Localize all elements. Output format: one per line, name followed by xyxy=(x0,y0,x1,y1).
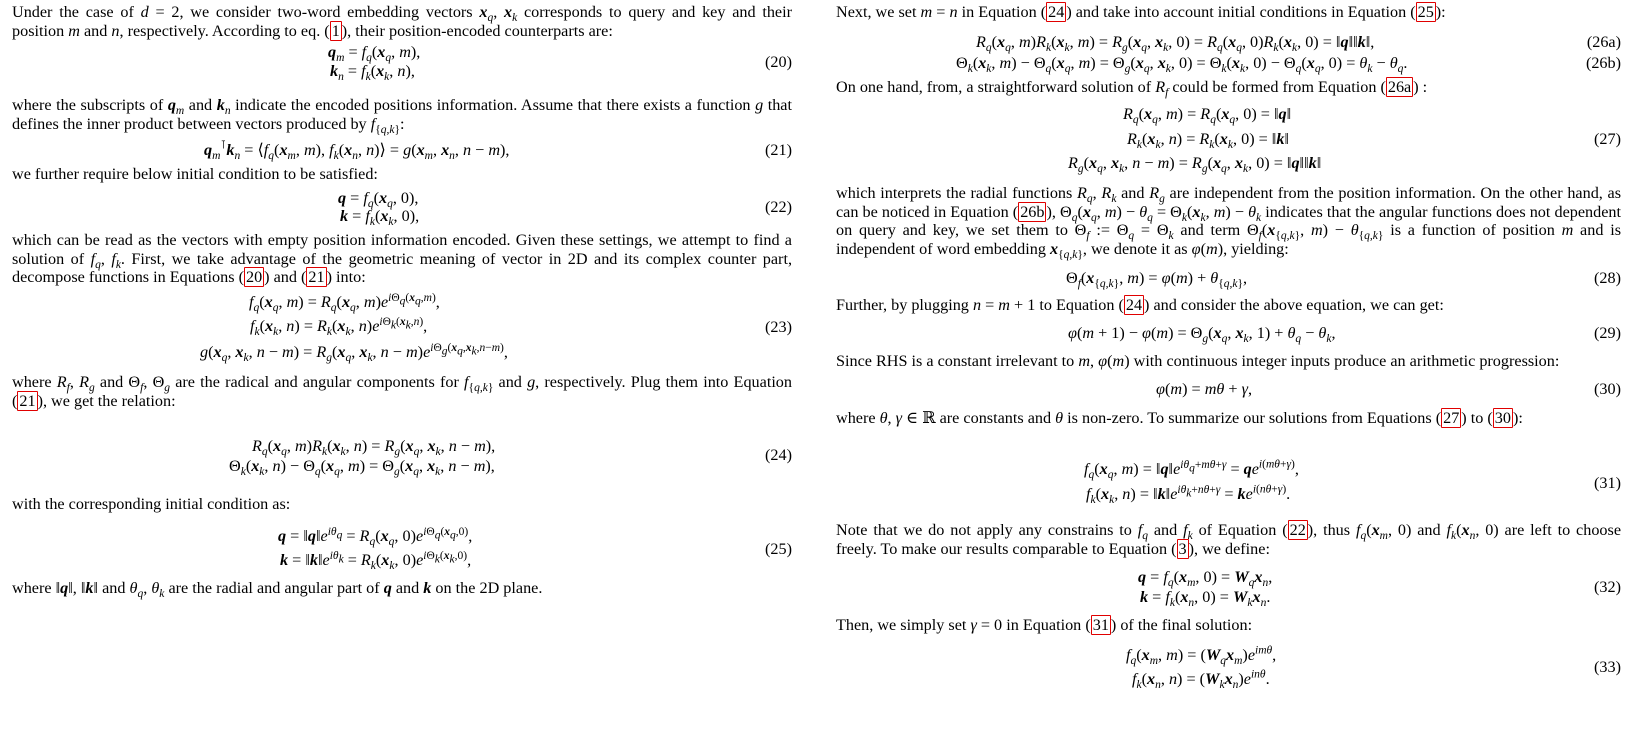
equation-link[interactable]: 3 xyxy=(1178,539,1187,558)
equation-number: (30) xyxy=(1594,380,1621,398)
equation-number: (31) xyxy=(1594,474,1621,492)
paragraph: Next, we set m = n in Equation ( 24 ) and take into account initial conditions in Equation ( 25 ): xyxy=(836,3,1446,21)
equation-line: $R_k(x_k$, $n) = R_k(x_k$, 0) = ‖k‖ xyxy=(1127,130,1289,152)
equation-number: (20) xyxy=(765,53,792,71)
equation-27 xyxy=(836,96,1621,184)
equation-number: (22) xyxy=(765,198,792,216)
equation-line: $q = ‖q‖e^{i\theta_q} = R_q(x_q$, $0)e^{i\Theta_q(x_q,0)}$, xyxy=(278,525,473,549)
equation-number: (28) xyxy=(1594,269,1621,287)
equation-line: φ(m) = mθ + γ, xyxy=(1156,380,1253,398)
equation-line: $f_k(x_k$, $n) = R_k(x_k$, $n)e^{i\Theta_k(x_k,n)}$, xyxy=(250,315,428,339)
paragraph: Then, we simply set γ = 0 in Equation ( 31 ) of the final solution: xyxy=(836,616,1253,634)
equation-24 xyxy=(12,411,792,495)
equation-number: (29) xyxy=(1594,324,1621,342)
equation-line: $R_g(x_q$, $x_k$, $n - m) = R_g(x_q$, $x_k$, 0) = ‖q‖‖k‖ xyxy=(1068,154,1322,176)
equation-link[interactable]: 20 xyxy=(245,268,263,286)
equation-20 xyxy=(12,40,792,96)
equation-line: $\varphi(m + 1) - \varphi(m) = \Theta_g(x_q$, $x_k$, $1) + \theta_q - \theta_k$, xyxy=(1068,324,1336,346)
equation-number: (26b) xyxy=(1585,54,1621,72)
equation-link[interactable]: 26a xyxy=(1387,78,1412,96)
equation-21 xyxy=(12,134,792,165)
equation-number: (32) xyxy=(1594,578,1621,596)
citation-link[interactable]: 1 xyxy=(331,21,340,40)
equation-line: $k = ‖k‖e^{i\theta_k} = R_k(x_k$, $0)e^{i\Theta_k(x_k,0)}$, xyxy=(280,549,472,573)
equation-line: $k = f_k(x_n$, $0) = W_kx_n$. xyxy=(1140,588,1271,610)
equation-link[interactable]: 30 xyxy=(1494,409,1511,427)
paragraph: we further require below initial condition to be satisfied: xyxy=(12,165,378,183)
equation-line: $f_q(x_q$, $m) = ‖q‖e^{i\theta_q+m\theta+\gamma} = qe^{i(m\theta+\gamma)}$, xyxy=(1084,458,1299,482)
equation-25 xyxy=(12,513,792,579)
equation-number: (33) xyxy=(1594,658,1621,676)
equation-line: $q = f_q(x_q$, 0), xyxy=(338,189,419,211)
equation-line: $k_n = f_k(x_k$, n), xyxy=(330,62,415,84)
paragraph: which can be read as the vectors with empty position information encoded. Given these settings, we attempt to find a solution of $f_q$, $f_k$. First, we take advantage of the geometric meaning of vector in 2D and its complex counter part, decompose functions in Equations ( 20 ) and ( 21 ) into: xyxy=(12,231,792,286)
equation-30 xyxy=(836,370,1621,409)
equation-line: $f_k(x_n$, $n) = (W_kx_n)e^{in\theta}$. xyxy=(1132,668,1270,692)
equation-link[interactable]: 24 xyxy=(1048,3,1065,21)
equation-link[interactable]: 21 xyxy=(308,268,325,286)
equation-line: $k = f_k(x_k$, 0), xyxy=(340,207,420,229)
right-column xyxy=(836,3,1621,698)
paragraph: Note that we do not apply any constrains to $f_q$ and $f_k$ of Equation ( 22 ), thus $f_q(x_m$, 0) and $f_k(x_n$, 0) are left to choose freely. To make our results comparable to Equation ( 3 ), we define: xyxy=(836,521,1621,558)
equation-line: $R_q(x_q$, $m) = R_q(x_q$, 0) = ‖q‖ xyxy=(1123,105,1292,127)
paragraph: which interprets the radial functions $R_q$, $R_k$ and $R_g$ are independent from the position information. On the other hand, as can be noticed in Equation ( 26b ), $\Theta_q(x_q$, $m) - \theta_q = \Theta_k(x_k$, $m) - \theta_k$ indicates that the angular functions does not dependent on query and key, we set them to $\Theta_f$ := $\Theta_q = \Theta_k$ and term $\Theta_f(x_{\{q,k\}}$, $m) - \theta_{\{q,k\}}$ is a function of position m and is independent of word embedding $x_{\{q,k\}}$, we denote it as φ(m), yielding: xyxy=(836,184,1622,261)
equation-line: $f_q(x_m$, $m) = (W_qx_m)e^{im\theta}$, xyxy=(1126,644,1277,668)
equation-line: $f_k(x_k$, $n) = ‖k‖e^{i\theta_k+n\theta+\gamma} = ke^{i(n\theta+\gamma)}$. xyxy=(1086,483,1291,507)
equation-line: $f_q(x_q$, $m) = R_q(x_q$, $m)e^{i\Theta_q(x_q,m)}$, xyxy=(249,291,440,315)
equation-26 xyxy=(836,21,1621,78)
equation-line: $g(x_q$, $x_k$, $n - m) = R_g(x_q$, $x_k$, $n - m)e^{i\Theta_g(x_q,x_k,n-m)}$, xyxy=(200,341,508,365)
equation-link[interactable]: 24 xyxy=(1125,296,1143,314)
equation-number: (26a) xyxy=(1586,33,1621,51)
equation-number: (21) xyxy=(765,141,792,159)
paragraph: Further, by plugging n = m + 1 to Equation ( 24 ) and consider the above equation, we can get: xyxy=(836,296,1444,314)
equation-line: $R_q(x_q$, $m)R_k(x_k$, $m) = R_g(x_q$, $x_k$, $0) = R_q(x_q$, $0)R_k(x_k$, 0) = ‖q‖‖k‖, xyxy=(976,33,1375,55)
equation-line: $q_m^⊺k_n$ = $⟨f_q(x_m$, m), $f_k(x_n$, n)⟩ = $g(x_m$, $x_n$, n − m), xyxy=(204,139,510,163)
equation-line: $\Theta_k(x_k$, $m) - \Theta_q(x_q$, $m) = \Theta_g(x_q$, $x_k$, $0) = \Theta_k(x_k$, $0) - \Theta_q(x_q$, $0) = \theta_k - \theta_q$. xyxy=(956,54,1408,76)
equation-33 xyxy=(836,634,1621,698)
equation-link[interactable]: 26b xyxy=(1020,202,1045,221)
equation-link[interactable]: 25 xyxy=(1417,3,1434,21)
paragraph: with the corresponding initial condition as: xyxy=(12,495,291,513)
equation-28 xyxy=(836,260,1621,296)
paragraph: where the subscripts of $q_m$ and $k_n$ indicate the encoded positions information. Assume that there exists a function g that defines the inner product between vectors produced by $f_{\{q,k\}}$: xyxy=(12,96,792,136)
paragraph: Under the case of d = 2, we consider two-word embedding vectors $x_q$, $x_k$ corresponds to query and key and their position m and n, respectively. According to eq. ( 1 ), their position-encoded counterparts are: xyxy=(12,3,792,40)
equation-link[interactable]: 31 xyxy=(1092,616,1109,634)
equation-number: (23) xyxy=(765,318,792,336)
equation-line: $\Theta_f(x_{\{q,k\}}$, $m) = \varphi(m) + \theta_{\{q,k\}}$, xyxy=(1066,269,1248,291)
paragraph: where θ, γ ∈ ℝ are constants and θ is non-zero. To summarize our solutions from Equations ( 27 ) to ( 30 ): xyxy=(836,409,1523,427)
paragraph: where $R_f$, $R_g$ and $\Theta_f$, $\Theta_g$ are the radical and angular components for $f_{\{q,k\}}$ and g, respectively. Plug them into Equation ( 21 ), we get the relation: xyxy=(12,373,792,410)
equation-number: (24) xyxy=(765,446,792,464)
equation-number: (27) xyxy=(1594,130,1621,148)
paragraph: where ‖q‖, ‖k‖ and $\theta_q$, $\theta_k$ are the radial and angular part of q and k on the 2D plane. xyxy=(12,579,543,601)
equation-31 xyxy=(836,427,1621,521)
equation-32 xyxy=(836,558,1621,616)
equation-29 xyxy=(836,314,1621,352)
paragraph: Since RHS is a constant irrelevant to m, φ(m) with continuous integer inputs produce an arithmetic progression: xyxy=(836,352,1560,370)
equation-link[interactable]: 21 xyxy=(19,391,36,410)
equation-line: $R_q(x_q$, $m)R_k(x_k$, $n) = R_g(x_q$, $x_k$, n − m), xyxy=(252,437,496,459)
equation-line: $q = f_q(x_m$, $0) = W_qx_n$, xyxy=(1138,568,1273,590)
equation-line: $\Theta_k(x_k$, $n) - \Theta_q(x_q$, $m) = \Theta_g(x_q$, $x_k$, n − m), xyxy=(229,457,495,479)
equation-link[interactable]: 27 xyxy=(1443,409,1460,427)
equation-23 xyxy=(12,287,792,373)
left-column xyxy=(12,3,792,601)
equation-number: (25) xyxy=(765,540,792,558)
paragraph: On one hand, from, a straightforward solution of $R_f$ could be formed from Equation ( 26a ) : xyxy=(836,78,1428,100)
equation-22 xyxy=(12,183,792,231)
equation-line: $q_m = f_q(x_q$, m), xyxy=(328,43,421,65)
equation-link[interactable]: 22 xyxy=(1289,521,1306,539)
